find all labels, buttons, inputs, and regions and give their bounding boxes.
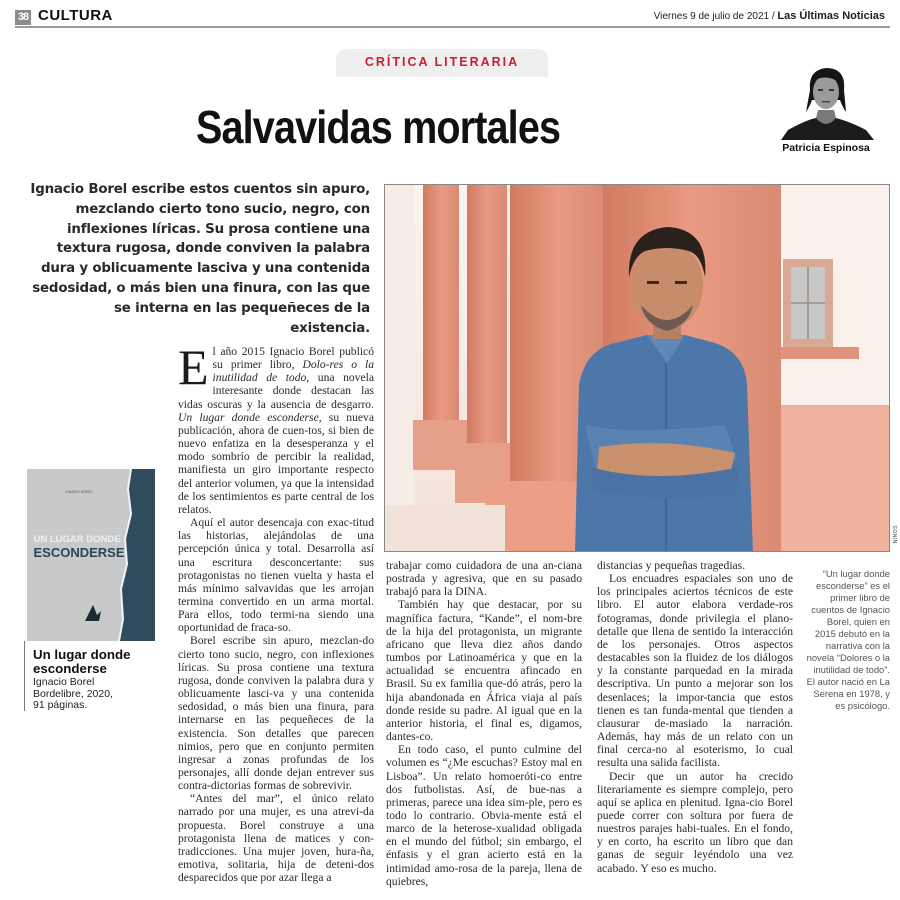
- book-reference: Dolo-res o la inutilidad de todo: [212, 358, 375, 385]
- article-paragraph: distancias y pequeñas tragedias.: [597, 559, 746, 572]
- drop-cap: E: [178, 339, 209, 395]
- author-portrait-icon: [776, 60, 876, 140]
- article-paragraph: Los encuadres espaciales son uno de los principales aciertos técnicos de este libro. El autor elabora verdade-ros fotogramas, donde privilegia el plano-detalle que llena de sentido la interacción de los personajes. Otros aspectos destacables son la fluidez de los diálogos y la constante parquedad en la mirada descriptiva. Un punto a mejorar son los desenlaces; la impor-tancia que estos tienen es tan funda-mental que tienden a clausurar de-masiado la narración. Además, hay más de un relato con un final cerca-no al esoterismo, lo cual resulta una salida facilista.: [597, 572, 793, 770]
- article-paragraph: El año 2015 Ignacio Borel publicó su primer libro, Dolo-res o la inutilidad de todo, una novela interesante donde destacan las vidas oscuras y la ausencia de desgarro. Un lugar donde esconderse, su nueva publicación, ahora de cuen-tos, si bien de nuevo enfatiza en la desesperanza y el modo sombrío de percibir la realidad, manifiesta un giro importante respecto del anterior volumen, ya que la intensidad de los sentimientos es parte central de los relatos.: [178, 339, 375, 516]
- page-number: 38: [15, 10, 31, 25]
- kicker-label: CRÍTICA LITERARIA: [364, 55, 520, 69]
- section-name: CULTURA: [38, 7, 113, 24]
- article-paragraph: “Antes del mar”, el único relato narrado por una mujer, es una atrevi-da propuesta. Borel construye a una protagonista llena de matices y con-tradicciones. Una mujer joven, hura-ña, emotiva, solitaria, hija de deteni-dos desparecidos que por azar llega a: [178, 792, 374, 885]
- article-paragraph: Decir que un autor ha crecido literariamente es siempre complejo, pero aquí se aplica en plenitud. Igna-cio Borel puede correr con soltura por fuera de nuestros parajes habi-tuales. En el fondo, y en corto, ha escrito un libro que dan ganas de seguir leyéndolo una vez acabado. Y eso es mucho.: [597, 769, 793, 875]
- article-paragraph: En todo caso, el punto culmine del volumen es “¿Me escuchas? Estoy mal en Lisboa”. Un relato homoeróti-co entre dos futbolistas. Así, de bue-nas a primeras, parece una idea sim-ple, pero es todo lo contrario. Obvia-mente está el marco de la heterose-xualidad obligada en el mundo del fútbol; sin embargo, el énfasis y el gran acierto está en la intimidad amo-rosa de la pareja, llena de quiebres,: [386, 743, 582, 888]
- article-column-3: [597, 559, 793, 875]
- article-paragraph: trabajar como cuidadora de una an-ciana postrada y agresiva, que en su pasado trabajó para la DINA.: [386, 559, 582, 599]
- article-title: Salvavidas mortales: [196, 101, 561, 153]
- author-photo: [384, 184, 890, 552]
- kicker-tab: [336, 49, 548, 77]
- author-photo-image: [385, 185, 890, 552]
- book-title: Un lugar donde esconderse: [33, 647, 131, 676]
- article-column-1: [178, 339, 375, 885]
- cover-author: IGNACIO BOREL: [65, 490, 93, 494]
- issue-date: Viernes 9 de julio de 2021 /: [653, 11, 775, 22]
- lead-paragraph: Ignacio Borel escribe estos cuentos sin apuro, mezclando cierto tono sucio, negro, con inflexiones líricas. Su prosa contiene una textura rugosa, donde conviven la palabra dura y oblicuamente lasciva y una contenida sedosidad, o más bien una finura, con las que se interna en las pequeñeces de la existencia.: [30, 182, 370, 336]
- author-byline: Patricia Espinosa: [782, 142, 870, 154]
- cover-title-line-1: UN LUGAR DONDE: [33, 534, 121, 545]
- newspaper-name: Las Últimas Noticias: [777, 10, 885, 22]
- book-pages: 91 páginas.: [33, 699, 88, 711]
- cover-title-line-2: ESCONDERSE: [33, 545, 125, 560]
- book-author: Ignacio Borel: [33, 676, 95, 688]
- page-header: [0, 0, 900, 30]
- header-dateline: [654, 10, 885, 22]
- photo-credit: NINOS: [893, 525, 899, 544]
- article-column-2: [386, 559, 582, 888]
- book-box-divider: [24, 641, 25, 711]
- header-divider: [15, 26, 890, 28]
- book-publisher-year: Bordelibre, 2020,: [33, 687, 113, 700]
- article-paragraph: Aquí el autor desencaja con exac-titud las historias, alejándolas de una percepción única y total. Desarrolla así una escritura desconcertante: sus protagonistas no tienen vuelta y hasta el más mínimo salvavidas que les arrojan termina convertido en un arma mortal. Para ellos, todo termi-na siendo una oportunidad de fraca-so.: [178, 516, 374, 635]
- book-reference: Un lugar donde esconderse: [178, 410, 319, 424]
- article-paragraph: También hay que destacar, por su magnífica factura, “Kande”, el nom-bre de la hija del protagonista, un migrante africano que lleva diez años dando tumbos por Latinoamérica y que en la actualidad se encuentra afincado en Brasil. Su ex familia que-dó atrás, pero la hija abandonada en África viaja al país donde reside su padre. Al igual que en la anterior historia, el final es, digamos, dantes-co.: [386, 598, 582, 744]
- photo-caption-note: “Un lugar donde esconderse” es el primer libro de cuentos de Ignacio Borel, quien en 2015 debutó en la narrativa con la novela “Dolores o la inutilidad de todo”. El autor nació en La Serena en 1978, y es psicólogo.: [806, 568, 890, 711]
- book-cover-image: [27, 469, 155, 641]
- article-paragraph: Borel escribe sin apuro, mezclan-do cierto tono sucio, negro, con inflexiones líricas. Su prosa contiene una textura rugosa, donde conviven la palabra dura y oblicuamente lasci-va y una contenida sedosidad, o más bien una finura, para internarse en las pequeñeces de la existencia. Son detalles que parecen nimios, pero que en conjunto permiten ingresar a zonas profundas de los personajes, allí donde dejan entrever sus contra-dictorias formas de sobrevivir.: [178, 634, 374, 793]
- book-details: [33, 677, 163, 712]
